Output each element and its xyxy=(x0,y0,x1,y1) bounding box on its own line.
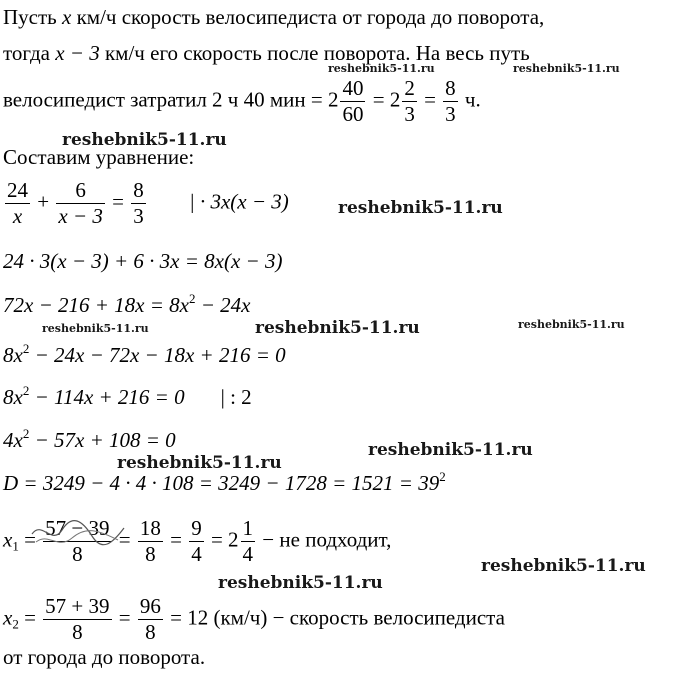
fraction-6-x-minus-3: $\frac{6}{x - 3}$ xyxy=(58,178,103,228)
scribble-decoration xyxy=(28,514,128,554)
watermark: reshebnik5-11.ru xyxy=(255,318,420,338)
fraction-96-8: $\frac{96}{8}$ xyxy=(139,594,161,644)
watermark: reshebnik5-11.ru xyxy=(338,198,503,218)
discriminant: $D = 3249 - 4 \cdot 4 \cdot 108 = 3249 - 1728 = 1521 = 39^2$ xyxy=(3,469,446,495)
watermark: reshebnik5-11.ru xyxy=(518,318,625,331)
watermark: reshebnik5-11.ru xyxy=(117,453,282,473)
fraction-8-3: $\frac{8}{3}$ xyxy=(445,76,456,126)
fraction-2-3: $\frac{2}{3}$ xyxy=(404,76,415,126)
heading-compose-equation: Составим уравнение: xyxy=(3,145,195,169)
intro-line-2: тогда x − 3 км/ч его скорость после поворота. На весь путь xyxy=(3,41,530,65)
conclusion-line: от города до поворота. xyxy=(3,645,206,669)
watermark: reshebnik5-11.ru xyxy=(481,556,646,576)
step-collect: $8x^2 - 24x - 72x - 18x + 216 = 0$ xyxy=(3,341,286,367)
watermark: reshebnik5-11.ru xyxy=(328,62,435,75)
watermark: reshebnik5-11.ru xyxy=(368,440,533,460)
root-x2: $x_2$ = $\frac{57 + 39}{8}$ = $\frac{96}{8}$ = 12 (км/ч) − скорость велосипедиста xyxy=(3,594,505,644)
fraction-1-4: $\frac{1}{4}$ xyxy=(242,516,254,566)
fraction-9-4: $\frac{9}{4}$ xyxy=(191,516,202,566)
intro-line-1: Пусть x км/ч скорость велосипедиста от города до поворота, xyxy=(3,5,545,29)
step-reduced: $4x^2 - 57x + 108 = 0$ xyxy=(3,426,176,452)
watermark: reshebnik5-11.ru xyxy=(513,62,620,75)
step-quadratic: $8x^2 - 114x + 216 = 0$ | : 2 xyxy=(3,383,252,409)
watermark: reshebnik5-11.ru xyxy=(218,573,383,593)
main-equation: $\frac{24}{x}$ + $\frac{6}{x - 3}$ = $\frac{8}{3}$ | · 3x(x − 3) xyxy=(7,178,289,228)
step-simplify: $72x - 216 + 18x = 8x^2 - 24x$ xyxy=(3,291,251,317)
fraction-57-minus-39: $\frac{57 - 39}{8}$ xyxy=(45,516,110,566)
intro-line-3-time: велосипедист затратил 2 ч 40 мин = 2 $\frac{40}{60}$ = 2 $\frac{2}{3}$ = $\frac{8}{3}$ ч. xyxy=(3,76,481,126)
root-x1: $x_1$ = $\frac{57 - 39}{8}$ = $\frac{18}{8}$ = $\frac{9}{4}$ = 2 $\frac{1}{4}$ − не подходит, xyxy=(3,516,392,566)
step-expand: 24 · 3(x − 3) + 6 · 3x = 8x(x − 3) xyxy=(3,249,283,273)
fraction-18-8: $\frac{18}{8}$ xyxy=(139,516,161,566)
watermark: reshebnik5-11.ru xyxy=(62,130,227,150)
fraction-8-3-eq: $\frac{8}{3}$ xyxy=(133,178,144,228)
watermark: reshebnik5-11.ru xyxy=(42,322,149,335)
fraction-24-x: $\frac{24}{x}$ xyxy=(7,178,28,228)
fraction-57-plus-39: $\frac{57 + 39}{8}$ xyxy=(45,594,110,644)
fraction-40-60: $\frac{40}{60}$ xyxy=(342,76,364,126)
